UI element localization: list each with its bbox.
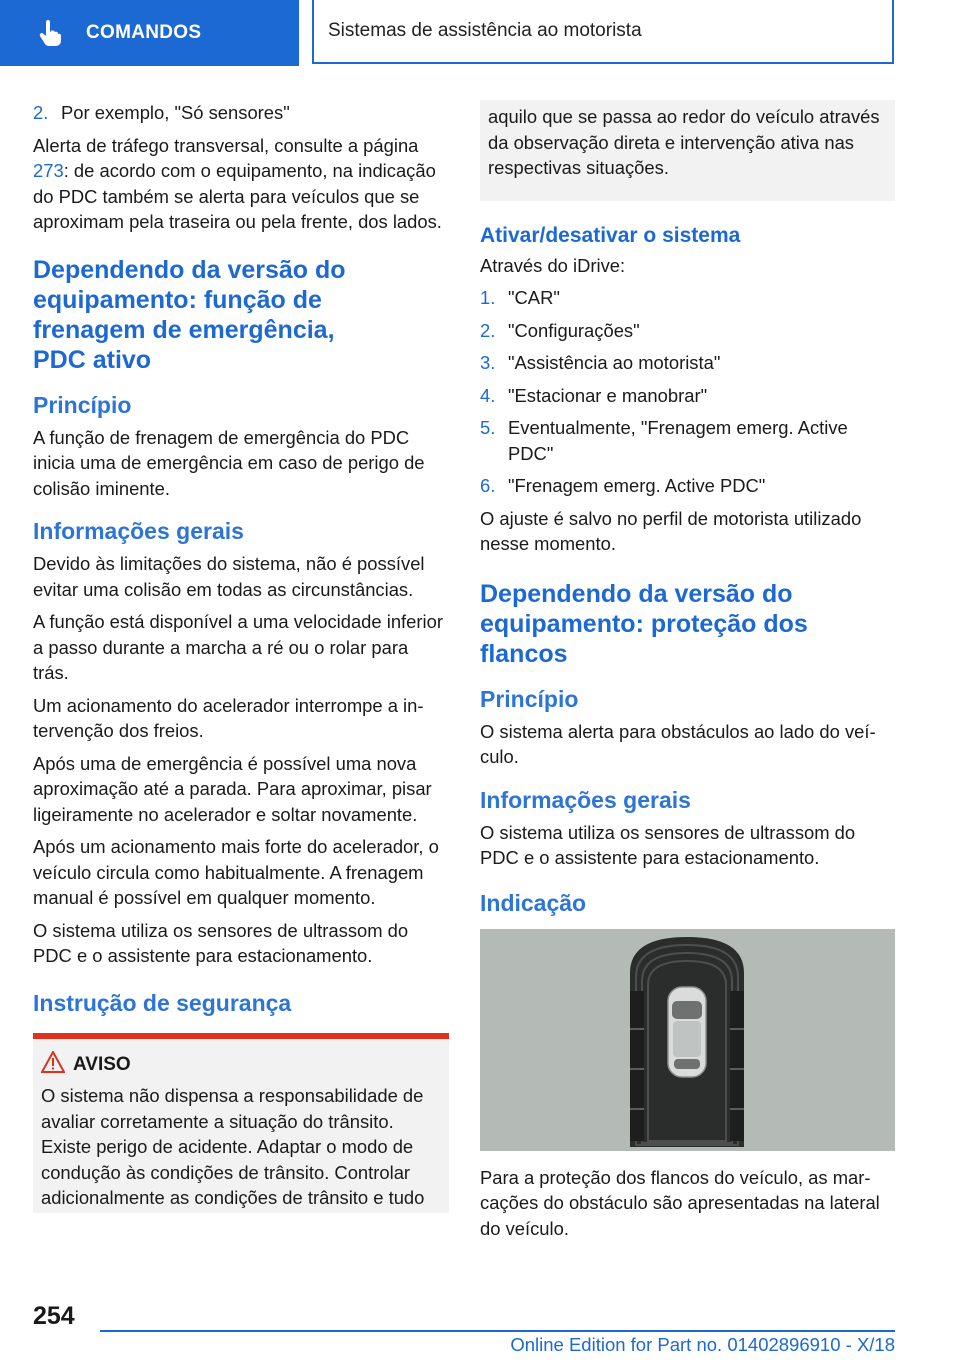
list-item xyxy=(480,473,895,499)
paragraph: O sistema utiliza os sensores de ultrassom do PDC e o assistente para estacionamento. xyxy=(33,919,409,966)
page-number: 254 xyxy=(33,1302,75,1330)
paragraph: O sistema utiliza os sensores de ultrassom do PDC e o assistente para estacionamento. xyxy=(480,821,856,868)
heading-display: Indicação xyxy=(480,889,587,916)
heading-general-info: Informações gerais xyxy=(33,518,244,544)
warning-title: AVISO xyxy=(73,1054,131,1075)
paragraph-text: : de acordo com o equipamento, na indicação do PDC também se alerta para veículos que se aproximam pela traseira ou pela frente, dos lados. xyxy=(33,160,442,232)
list-text: Por exemplo, "Só sensores" xyxy=(61,102,290,123)
heading-activate-deactivate: Ativar/desativar o sistema xyxy=(480,223,741,247)
footer-edition: Online Edition for Part no. 01402896910 - X/18 xyxy=(510,1334,895,1355)
menu-step-car: "CAR" xyxy=(508,287,560,308)
paragraph-text: Alerta de tráfego transversal, consulte a página xyxy=(33,134,419,156)
list-item xyxy=(480,285,895,311)
paragraph: Um acionamento do acelerador interrompe a intervenção dos freios. xyxy=(33,694,424,741)
warning-box xyxy=(33,1033,449,1213)
warning-triangle-icon xyxy=(41,1051,65,1080)
cross-traffic-paragraph xyxy=(33,133,449,235)
list-number: 6. xyxy=(480,475,496,496)
paragraph: Após uma de emergência é possível uma nova aproximação até a parada. Para aproximar, pisar ligeiramente no acelerador e soltar novamente. xyxy=(33,752,432,825)
flank-protection-illustration xyxy=(480,929,895,1151)
figure-caption: Para a proteção dos flancos do veículo, as marcações do obstáculo são apresentadas na lateral do veículo. xyxy=(480,1166,880,1239)
left-column xyxy=(33,100,449,1213)
chapter-title xyxy=(312,0,894,64)
menu-step-settings: "Configurações" xyxy=(508,319,640,341)
warning-text: O sistema não dispensa a responsabilidade de avaliar corretamente a situação do trânsito. Existe perigo de acidente. Adaptar o modo de condução às condições de trânsito. Controlar adicionalmente as condições de trânsito e tudo xyxy=(41,1085,425,1208)
heading-principle: Princípio xyxy=(33,391,132,418)
list-item xyxy=(480,318,895,344)
heading-principle: Princípio xyxy=(480,685,579,712)
right-column xyxy=(480,100,895,1248)
list-number: 2. xyxy=(33,102,49,123)
steps-list xyxy=(480,285,895,499)
heading-safety-instruction: Instrução de segurança xyxy=(33,989,292,1016)
chapter-title-text: Sistemas de assistência ao motorista xyxy=(328,20,642,41)
heading-general-info: Informações gerais xyxy=(480,786,691,813)
principle-text: A função de frenagem de emergência do PDC inicia uma de emergência em caso de perigo de colisão iminente. xyxy=(33,426,425,499)
list-number: 1. xyxy=(480,287,496,308)
paragraph: Após um acionamento mais forte do acelerador, o veículo circula como habitualmente. A frenagem manual é possível em qualquer momento. xyxy=(33,836,439,908)
warning-continuation xyxy=(480,100,895,201)
section-tab-commands[interactable] xyxy=(0,0,299,66)
idrive-intro: Através do iDrive: xyxy=(480,254,626,276)
section-label: COMANDOS xyxy=(86,22,202,43)
list-item xyxy=(480,415,895,466)
page-link-273[interactable]: 273 xyxy=(33,160,64,181)
hand-pointer-icon xyxy=(38,18,68,48)
list-number: 3. xyxy=(480,352,496,373)
menu-step-parking: "Estacionar e manobrar" xyxy=(508,384,708,406)
saved-note: O ajuste é salvo no perfil de motorista utilizado nesse momento. xyxy=(480,507,862,554)
footer-divider xyxy=(100,1330,895,1332)
heading-flank-protection: Dependendo da versão do equipamento: proteção dos flancos xyxy=(480,579,808,668)
list-number: 5. xyxy=(480,417,496,438)
menu-step-emergency-braking: "Frenagem emerg. Active PDC" xyxy=(508,475,766,496)
list-item xyxy=(33,100,449,126)
principle-text: O sistema alerta para obstáculos ao lado do veículo. xyxy=(480,720,876,767)
list-number: 2. xyxy=(480,319,496,341)
car-top-view-image xyxy=(480,929,895,1151)
list-item xyxy=(480,350,895,376)
list-item xyxy=(480,383,895,409)
list-number: 4. xyxy=(480,384,496,406)
warning-continuation-text: aquilo que se passa ao redor do veículo através da observação direta e intervenção ativa nas respectivas situações. xyxy=(488,106,880,178)
paragraph: A função está disponível a uma velocidade inferior a passo durante a marcha a ré ou o rolar para trás. xyxy=(33,611,443,683)
paragraph: Devido às limitações do sistema, não é possível evitar uma colisão em todas as circunstâncias. xyxy=(33,553,425,600)
car-icon xyxy=(668,987,706,1077)
warning-header xyxy=(41,1051,441,1080)
heading-emergency-braking: Dependendo da versão do equipamento: função de frenagem de emergência, PDC ativo xyxy=(33,255,346,374)
menu-step-driver-assistance: "Assistência ao motorista" xyxy=(508,352,721,373)
menu-step-optional: Eventualmente, "Frenagem emerg. Active PDC" xyxy=(508,417,848,464)
